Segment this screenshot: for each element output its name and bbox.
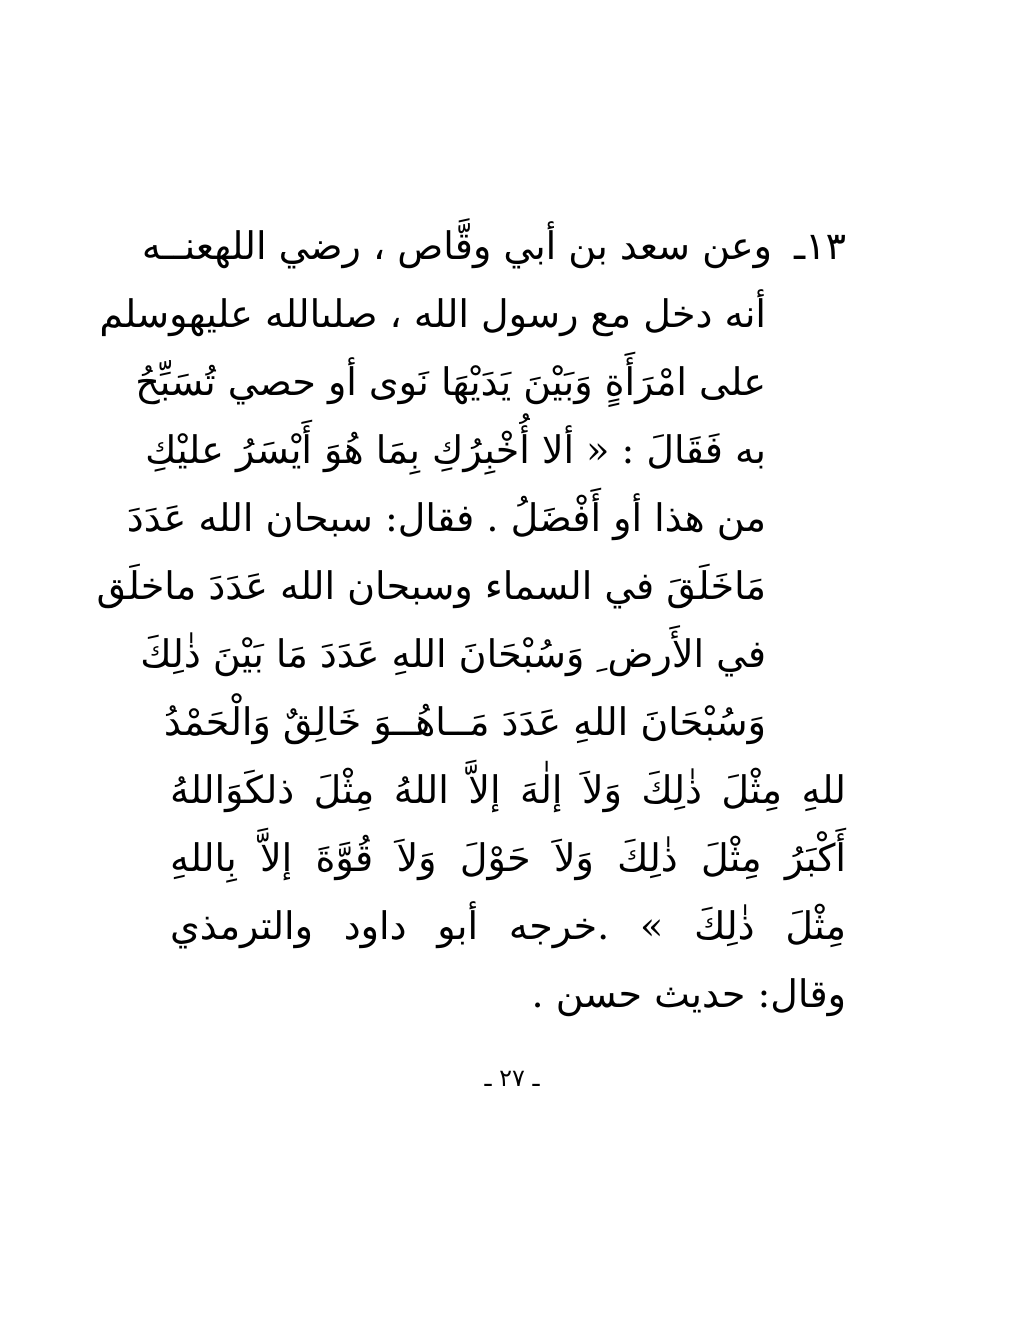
hadith-line-9: للهِ مِثْلَ ذٰلِكَ وَلاَ إلٰهَ إلاَّ اللهُ مِثْلَ ذلكَوَاللهُ bbox=[170, 768, 846, 812]
hadith-line-5: من هذا أو أَفْضَلُ . فقال: سبحان الله عَدَدَ bbox=[126, 496, 766, 540]
hadith-line-7: في الأَرض ِ وَسُبْحَانَ اللهِ عَدَدَ مَا بَيْنَ ذٰلِكَ bbox=[140, 632, 766, 676]
hadith-line-8: وَسُبْحَانَ اللهِ عَدَدَ مَــاهُــوَ خَالِقٌ وَالْحَمْدُ bbox=[163, 700, 766, 744]
hadith-line-10: أَكْبَرُ مِثْلَ ذٰلِكَ وَلاَ حَوْلَ وَلاَ قُوَّةَ إلاَّ بِاللهِ bbox=[170, 836, 846, 880]
hadith-line-3: على امْرَأَةٍ وَبَيْنَ يَدَيْهَا نَوى أو حصي تُسَبِّحُ bbox=[135, 360, 766, 404]
hadith-line-4: به فَقَالَ : « ألا أُخْبِرُكِ بِمَا هُوَ أَيْسَرُ عليْكِ bbox=[145, 428, 766, 472]
hadith-line-1 bbox=[141, 216, 846, 284]
hadith-number: ١٣ـ bbox=[794, 224, 846, 268]
hadith-line-12: وقال: حديث حسن . bbox=[531, 972, 846, 1016]
hadith-line-11: مِثْلَ ذٰلِكَ » .خرجه أبو داود والترمذي bbox=[170, 904, 846, 948]
hadith-line-6: مَاخَلَقَ في السماء وسبحان الله عَدَدَ ماخلَق bbox=[96, 564, 766, 608]
hadith-text bbox=[96, 216, 846, 1032]
page-number: ـ ٢٧ ـ bbox=[484, 1064, 540, 1092]
hadith-line-2: أنه دخل مع رسول الله ، صلىالله عليهوسلم bbox=[99, 292, 766, 336]
hadith-line-1-text: وعن سعد بن أبي وقَّاص ، رضي اللهعنــه bbox=[141, 224, 773, 268]
